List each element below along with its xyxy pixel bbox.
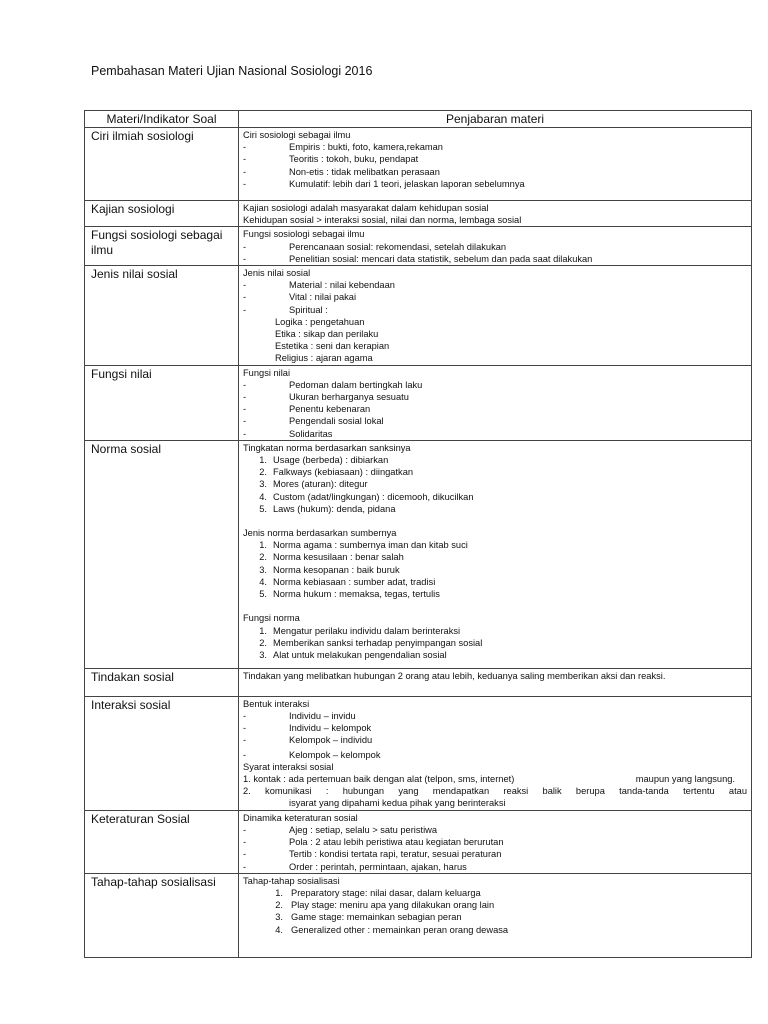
row-label: Fungsi nilai	[85, 365, 239, 440]
table-row	[85, 128, 752, 201]
list-item: 2. Memberikan sanksi terhadap penyimpangan sosial	[259, 637, 483, 648]
syarat-text: 2. komunikasi : hubungan yang mendapatkan reaksi balik berupa tanda-tanda tertentu atau	[243, 786, 747, 797]
dash-marker: -	[243, 428, 247, 439]
dash-marker: -	[243, 142, 247, 153]
list-item	[243, 241, 747, 253]
dash-marker: -	[243, 280, 247, 291]
table-row	[85, 696, 752, 810]
list-item-text: Generalized other : memainkan peran orang dewasa	[291, 924, 509, 935]
list-item-text: Mores (aturan): ditegur	[273, 479, 368, 490]
list-item: 1. Preparatory stage: nilai dasar, dalam keluarga	[275, 887, 481, 898]
list-item-text: Alat untuk melakukan pengendalian sosial	[273, 649, 447, 660]
list-item-text: Tertib : kondisi tertata rapi, teratur, sesuai peraturan	[289, 849, 502, 860]
dash-marker: -	[243, 304, 247, 315]
row-label: Keteraturan Sosial	[85, 810, 239, 873]
table-row	[85, 668, 752, 696]
dash-marker: -	[243, 824, 247, 835]
row-content	[239, 128, 752, 201]
list-item-text: Non-etis : tidak melibatkan perasaan	[289, 166, 440, 177]
list-item: 3. Alat untuk melakukan pengendalian sosial	[259, 649, 447, 660]
list-item-text: Memberikan sanksi terhadap penyimpangan sosial	[273, 637, 483, 648]
row-content	[239, 696, 752, 810]
row-content	[239, 227, 752, 266]
dash-marker: -	[243, 253, 247, 264]
list-item: 5. Norma hukum : memaksa, tegas, tertulis	[259, 589, 440, 600]
table-row	[85, 440, 752, 668]
table-header-row	[85, 111, 752, 128]
list-item: 1. Norma agama : sumbernya iman dan kitab suci	[259, 540, 468, 551]
row-label: Jenis nilai sosial	[85, 266, 239, 366]
row-content	[239, 266, 752, 366]
row-content	[239, 201, 752, 227]
syarat-item	[243, 785, 747, 809]
row-label: Tindakan sosial	[85, 668, 239, 696]
list-item	[243, 391, 747, 403]
list-item-text: Ukuran berharganya sesuatu	[289, 392, 409, 403]
list-item-text: Individu – invidu	[289, 711, 356, 722]
list-item	[243, 178, 747, 190]
material-table	[84, 110, 752, 958]
list-item	[243, 848, 747, 860]
list-item: 2. Play stage: meniru apa yang dilakukan orang lain	[275, 900, 495, 911]
list-item-text: Norma agama : sumbernya iman dan kitab suci	[273, 540, 468, 551]
list-item: 3. Mores (aturan): ditegur	[259, 479, 368, 490]
list-item-text: Individu – kelompok	[289, 723, 372, 734]
numbered-list	[243, 625, 747, 662]
list-item	[243, 279, 747, 291]
list-item	[243, 734, 747, 746]
dash-marker: -	[243, 861, 247, 872]
dash-marker: -	[243, 166, 247, 177]
list-item-text: Penentu kebenaran	[289, 404, 371, 415]
dash-marker: -	[243, 849, 247, 860]
dash-marker: -	[243, 178, 247, 189]
list-item	[243, 379, 747, 391]
section-intro: Fungsi norma	[243, 613, 300, 624]
document-title: Pembahasan Materi Ujian Nasional Sosiologi 2016	[91, 64, 373, 78]
list-item-text: Norma kesopanan : baik buruk	[273, 564, 400, 575]
list-item	[243, 253, 747, 265]
section-intro: Syarat interaksi sosial	[243, 761, 334, 772]
list-item-text: Norma hukum : memaksa, tegas, tertulis	[273, 589, 440, 600]
table-row	[85, 266, 752, 366]
list-item: 3. Norma kesopanan : baik buruk	[259, 564, 400, 575]
list-item-text: Falkways (kebiasaan) : diingatkan	[273, 467, 414, 478]
list-item	[243, 415, 747, 427]
list-item	[243, 403, 747, 415]
dash-marker: -	[243, 292, 247, 303]
list-item: 1. Mengatur perilaku individu dalam berinteraksi	[259, 625, 461, 636]
sub-item: Etika : sikap dan perilaku	[275, 329, 379, 340]
list-item-text: Mengatur perilaku individu dalam berinteraksi	[273, 625, 461, 636]
list-item	[243, 153, 747, 165]
section-intro: Dinamika keteraturan sosial	[243, 812, 358, 823]
dash-marker: -	[243, 404, 247, 415]
list-item-text: Vital : nilai pakai	[289, 292, 357, 303]
list-item: 4. Custom (adat/lingkungan) : dicemooh, dikucilkan	[259, 491, 474, 502]
section-intro: Tahap-tahap sosialisasi	[243, 875, 340, 886]
list-item	[243, 291, 747, 303]
list-item	[243, 166, 747, 178]
row-label: Interaksi sosial	[85, 696, 239, 810]
list-item-text: Game stage: memainkan sebagian peran	[291, 912, 462, 923]
row-label: Norma sosial	[85, 440, 239, 668]
row-content	[239, 873, 752, 957]
list-item-text: Pedoman dalam bertingkah laku	[289, 379, 423, 390]
row-content	[239, 365, 752, 440]
table-row	[85, 201, 752, 227]
list-item-text: Ajeg : setiap, selalu > satu peristiwa	[289, 824, 438, 835]
list-item-text: Kelompok – kelompok	[289, 749, 381, 760]
dash-marker: -	[243, 416, 247, 427]
table-row	[85, 873, 752, 957]
dash-marker: -	[243, 154, 247, 165]
dash-marker: -	[243, 723, 247, 734]
syarat-text: 1. kontak : ada pertemuan baik dengan alat (telpon, sms, internet)	[243, 774, 515, 785]
list-item	[243, 824, 747, 836]
section-intro: Jenis norma berdasarkan sumbernya	[243, 528, 397, 539]
syarat-text: maupun yang langsung.	[635, 774, 735, 785]
table-row	[85, 810, 752, 873]
list-item-text: Order : perintah, permintaan, ajakan, harus	[289, 861, 467, 872]
section-intro: Bentuk interaksi	[243, 698, 310, 709]
list-item-text: Play stage: meniru apa yang dilakukan orang lain	[291, 900, 495, 911]
header-penjabaran: Penjabaran materi	[239, 111, 752, 128]
numbered-list	[243, 454, 747, 515]
dash-marker: -	[243, 735, 247, 746]
list-item: 2. Norma kesusilaan : benar salah	[259, 552, 404, 563]
list-item-text: Custom (adat/lingkungan) : dicemooh, dikucilkan	[273, 491, 474, 502]
list-item-text: Kumulatif: lebih dari 1 teori, jelaskan laporan sebelumnya	[289, 178, 525, 189]
list-item-text: Solidaritas	[289, 428, 333, 439]
row-label: Kajian sosiologi	[85, 201, 239, 227]
section-intro: Tingkatan norma berdasarkan sanksinya	[243, 442, 411, 453]
table-row	[85, 227, 752, 266]
syarat-text: isyarat yang dipahami kedua pihak yang berinteraksi	[289, 798, 506, 809]
list-item-text: Norma kesusilaan : benar salah	[273, 552, 404, 563]
list-item-text: Pengendali sosial lokal	[289, 416, 384, 427]
list-item-text: Usage (berbeda) : dibiarkan	[273, 455, 389, 466]
list-item	[243, 722, 747, 734]
list-item: 3. Game stage: memainkan sebagian peran	[275, 912, 462, 923]
list-item-text: Empiris : bukti, foto, kamera,rekaman	[289, 142, 443, 153]
dash-marker: -	[243, 379, 247, 390]
list-item-text: Norma kebiasaan : sumber adat, tradisi	[273, 576, 436, 587]
list-item	[243, 428, 747, 440]
content-line: Kajian sosiologi adalah masyarakat dalam kehidupan sosial	[243, 203, 489, 213]
row-label: Fungsi sosiologi sebagai ilmu	[85, 227, 239, 266]
list-item: 5. Laws (hukum): denda, pidana	[259, 503, 396, 514]
row-label: Ciri ilmiah sosiologi	[85, 128, 239, 201]
list-item-text: Material : nilai kebendaan	[289, 280, 395, 291]
list-item-text: Spiritual :	[289, 304, 328, 315]
list-item: 2. Falkways (kebiasaan) : diingatkan	[259, 467, 414, 478]
dash-marker: -	[243, 241, 247, 252]
list-item: 4. Norma kebiasaan : sumber adat, tradisi	[259, 576, 436, 587]
row-label: Tahap-tahap sosialisasi	[85, 873, 239, 957]
section-intro: Jenis nilai sosial	[243, 268, 311, 279]
row-content	[239, 440, 752, 668]
header-materi: Materi/Indikator Soal	[85, 111, 239, 128]
section-intro: Fungsi nilai	[243, 367, 291, 378]
dash-marker: -	[243, 749, 247, 760]
list-item: 1. Usage (berbeda) : dibiarkan	[259, 455, 389, 466]
dash-marker: -	[243, 837, 247, 848]
list-item	[243, 710, 747, 722]
table-row	[85, 365, 752, 440]
list-item	[243, 861, 747, 873]
dash-marker: -	[243, 711, 247, 722]
list-item	[243, 749, 747, 761]
list-item	[243, 836, 747, 848]
list-item-text: Perencanaan sosial: rekomendasi, setelah dilakukan	[289, 241, 507, 252]
syarat-item	[243, 773, 747, 785]
list-item-text: Teoritis : tokoh, buku, pendapat	[289, 154, 419, 165]
list-item-text: Preparatory stage: nilai dasar, dalam keluarga	[291, 887, 481, 898]
list-item: 4. Generalized other : memainkan peran orang dewasa	[275, 924, 509, 935]
sub-item: Logika : pengetahuan	[275, 316, 365, 327]
list-item-text: Laws (hukum): denda, pidana	[273, 503, 396, 514]
sub-item: Religius : ajaran agama	[275, 353, 373, 364]
section-intro: Ciri sosiologi sebagai ilmu	[243, 130, 351, 140]
list-item-text: Penelitian sosial: mencari data statistik, sebelum dan pada saat dilakukan	[289, 253, 593, 264]
numbered-list	[243, 539, 747, 600]
content-line: Kehidupan sosial > interaksi sosial, nilai dan norma, lembaga sosial	[243, 215, 522, 226]
list-item-text: Pola : 2 atau lebih peristiwa atau kegiatan berurutan	[289, 837, 504, 848]
row-content: Tindakan yang melibatkan hubungan 2 orang atau lebih, keduanya saling memberikan aksi dan reaksi.	[239, 668, 752, 696]
section-intro: Fungsi sosiologi sebagai ilmu	[243, 229, 365, 240]
sub-item: Estetika : seni dan kerapian	[275, 341, 390, 352]
list-item-text: Kelompok – individu	[289, 735, 373, 746]
dash-marker: -	[243, 392, 247, 403]
list-item	[243, 141, 747, 153]
list-item	[243, 304, 747, 316]
numbered-list	[243, 887, 747, 936]
row-content	[239, 810, 752, 873]
